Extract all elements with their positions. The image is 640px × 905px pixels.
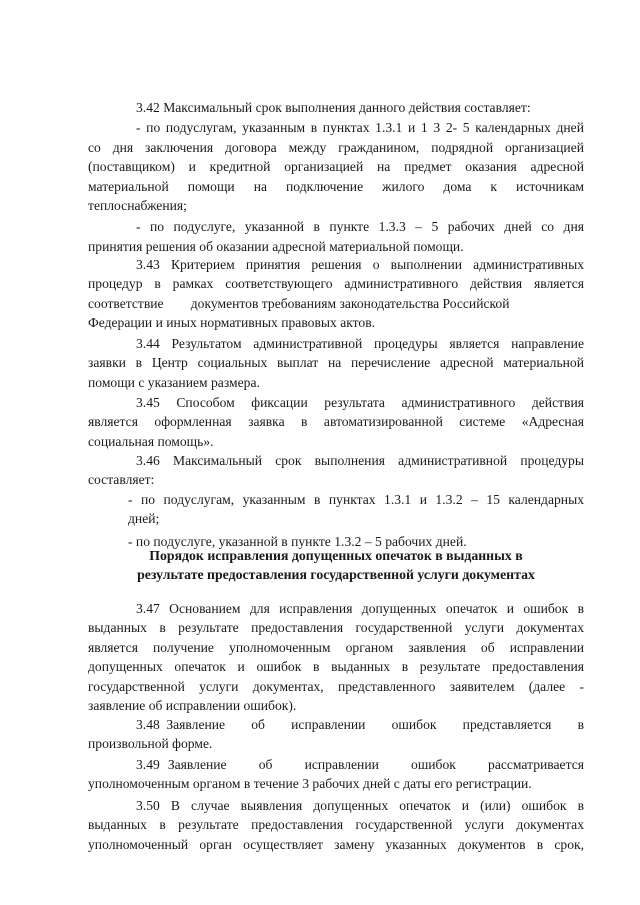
paragraph-line: материальной помощи на подключение жилого дома к источникам — [88, 178, 584, 194]
paragraph-line: заявление об исправлении ошибок). — [88, 698, 297, 714]
paragraph-line: - по подуслугам, указанным в пунктах 1.3.1 и 1.3.2 – 15 календарных — [128, 491, 584, 507]
paragraph-line: 3.42 Максимальный срок выполнения данного действия составляет: — [136, 100, 531, 115]
paragraph-line: выданных в результате предоставления государственной услуги документах — [88, 817, 584, 833]
paragraph-line: произвольной форме. — [88, 736, 213, 752]
paragraph-line: процедур в рамках соответствующего административного действия является — [88, 276, 584, 292]
paragraph-line: - по подуслугам, указанным в пунктах 1.3.1 и 1 3 2- 5 календарных дней — [136, 120, 584, 136]
paragraph-line: - по подуслуге, указанной в пункте 1.3.2 – 5 рабочих дней. — [128, 533, 467, 549]
paragraph-3-44 — [88, 335, 584, 392]
paragraph-line: составляет: — [88, 472, 155, 488]
section-heading-line: результате предоставления государственной услуги документах — [137, 567, 535, 582]
paragraph-line: уполномоченный орган осуществляет замену указанных документов в срок, — [88, 836, 584, 852]
paragraph-3-49 — [88, 756, 584, 794]
paragraph-line: (поставщиком) и кредитной организацией на предмет оказания адресной — [88, 159, 584, 175]
paragraph-line: является оформленная заявка в автоматизированной системе «Адресная — [88, 414, 584, 430]
paragraph-line: государственной услуги документах, представленного заявителем (далее - — [88, 678, 584, 694]
paragraph-line: заявки в Центр социальных выплат на перечисление адресной материальной — [88, 355, 584, 371]
section-heading — [88, 546, 584, 584]
paragraph-line: соответствие документов требованиям законодательства Российской — [88, 295, 510, 311]
paragraph-line: 3.43 Критерием принятия решения о выполнении административных — [136, 257, 584, 272]
paragraph-3-48 — [88, 716, 584, 754]
paragraph-line: 3.46 Максимальный срок выполнения административной процедуры — [136, 453, 584, 468]
paragraph-3-46 — [88, 452, 584, 551]
paragraph-line: 3.48 Заявление об исправлении ошибок представляется в — [136, 717, 584, 732]
paragraph-line: - по подуслуге, указанной в пункте 1.3.3 – 5 рабочих дней со дня — [136, 219, 584, 235]
paragraph-line: является получение уполномоченным органом заявления об исправлении — [88, 639, 584, 655]
paragraph-3-43 — [88, 256, 584, 333]
paragraph-line: выданных в результате предоставления государственной услуги документах — [88, 620, 584, 636]
paragraph-line: допущенных опечаток и ошибок в выданных в результате предоставления — [88, 659, 584, 675]
paragraph-line: 3.49 Заявление об исправлении ошибок рассматривается — [136, 757, 584, 772]
paragraph-line: социальная помощь». — [88, 433, 214, 449]
paragraph-line: уполномоченным органом в течение 3 рабочих дней с даты его регистрации. — [88, 776, 532, 792]
paragraph-line: Федерации и иных нормативных правовых актов. — [88, 315, 376, 331]
paragraph-line: теплоснабжения; — [88, 198, 187, 214]
paragraph-3-50 — [88, 797, 584, 854]
paragraph-line: 3.44 Результатом административной процедуры является направление — [136, 336, 584, 351]
paragraph-3-45 — [88, 394, 584, 451]
paragraph-line: принятия решения об оказании адресной материальной помощи. — [88, 238, 464, 254]
paragraph-line: 3.50 В случае выявления допущенных опечаток и (или) ошибок в — [136, 798, 584, 813]
paragraph-line: 3.45 Способом фиксации результата административного действия — [136, 395, 584, 410]
section-heading-line: Порядок исправления допущенных опечаток в выданных в — [149, 548, 523, 563]
paragraph-3-42 — [88, 99, 584, 256]
paragraph-3-47 — [88, 600, 584, 715]
paragraph-line: дней; — [128, 511, 160, 527]
paragraph-line: 3.47 Основанием для исправления допущенных опечаток и ошибок в — [136, 601, 584, 616]
paragraph-line: со дня заключения договора между гражданином, подрядной организацией — [88, 139, 584, 155]
paragraph-line: помощи с указанием размера. — [88, 374, 260, 390]
